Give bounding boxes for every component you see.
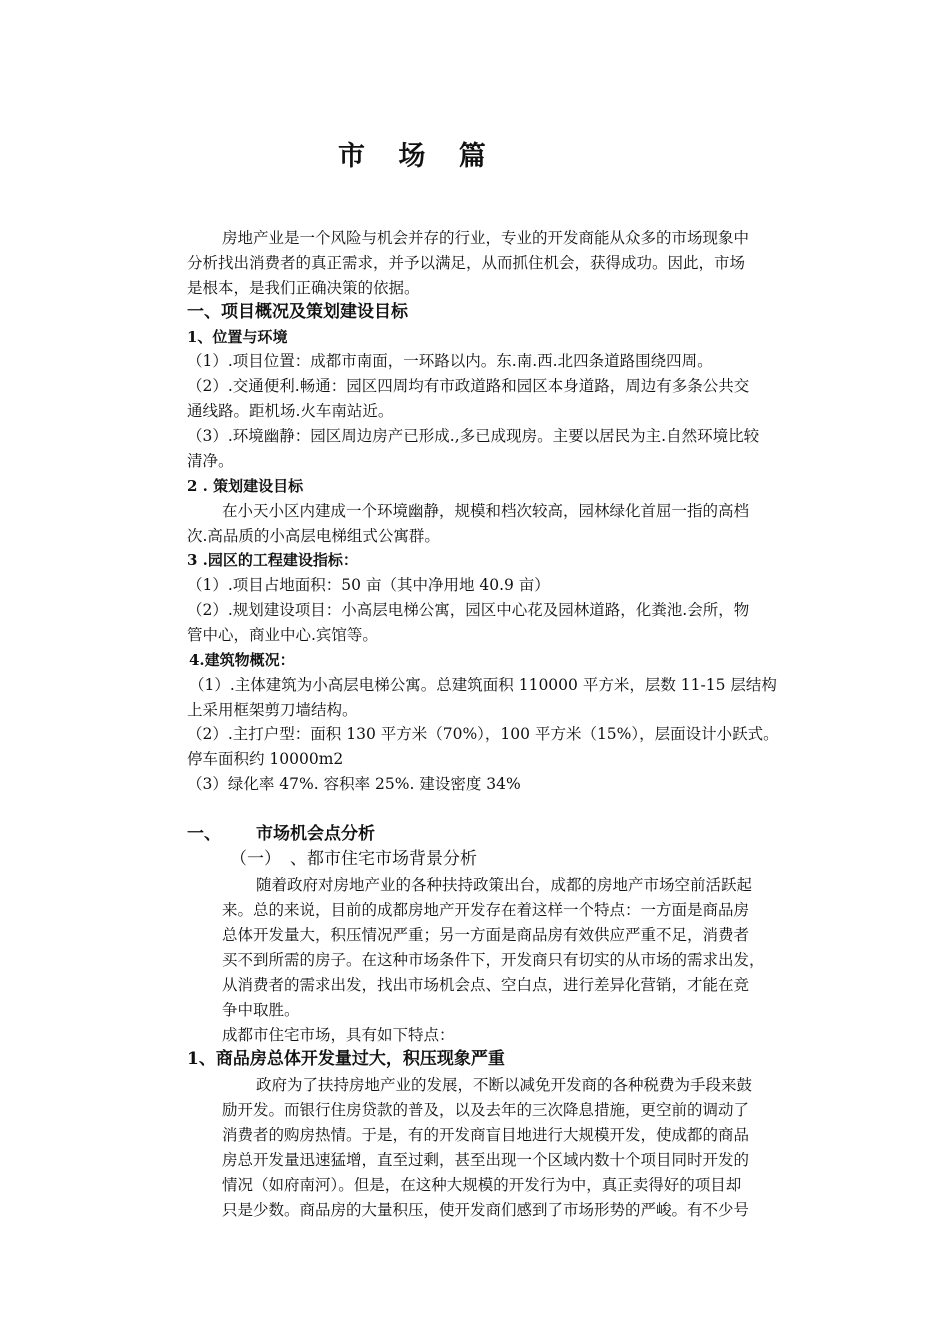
intro-line: 房地产业是一个风险与机会并存的行业，专业的开发商能从众多的市场现象中 <box>222 229 750 247</box>
subsection-heading: 1、位置与环境 <box>187 328 288 346</box>
text-line: 通线路。距机场.火车南站近。 <box>187 402 394 420</box>
text-line: 争中取胜。 <box>222 1001 300 1019</box>
text-line: 停车面积约 10000m2 <box>187 750 344 768</box>
text-line: 消费者的购房热情。于是，有的开发商盲目地进行大规模开发，使成都的商品 <box>222 1126 750 1144</box>
intro-line: 分析找出消费者的真正需求，并予以满足，从而抓住机会，获得成功。因此，市场 <box>187 254 746 272</box>
subsection-number: （一） <box>230 849 281 869</box>
text-line: 来。总的来说，目前的成都房地产开发存在着这样一个特点：一方面是商品房 <box>222 901 750 919</box>
subsection-heading: 2 . 策划建设目标 <box>187 477 304 495</box>
text-line: 管中心，商业中心.宾馆等。 <box>187 626 378 644</box>
text-line: （1）.项目占地面积：50 亩（其中净用地 40.9 亩） <box>187 576 550 594</box>
section-number: 一、 <box>187 824 221 844</box>
text-line: 励开发。而银行住房贷款的普及，以及去年的三次降息措施，更空前的调动了 <box>222 1101 750 1119</box>
intro-line: 是根本，是我们正确决策的依据。 <box>187 279 420 297</box>
text-line: 买不到所需的房子。在这种市场条件下，开发商只有切实的从市场的需求出发， <box>222 951 765 969</box>
text-line: 随着政府对房地产业的各种扶持政策出台，成都的房地产市场空前活跃起 <box>256 876 753 894</box>
point-heading: 1、商品房总体开发量过大，积压现象严重 <box>187 1049 505 1069</box>
text-line: 总体开发量大，积压情况严重；另一方面是商品房有效供应严重不足，消费者 <box>222 926 750 944</box>
text-line: 清净。 <box>187 452 234 470</box>
text-line: 从消费者的需求出发，找出市场机会点、空白点，进行差异化营销，才能在竞 <box>222 976 750 994</box>
subsection-heading: 3 .园区的工程建设指标： <box>187 551 358 569</box>
text-line: 次.高品质的小高层电梯组式公寓群。 <box>187 527 440 545</box>
text-line: 在小天小区内建成一个环境幽静，规模和档次较高，园林绿化首屈一指的高档 <box>222 502 750 520</box>
section-heading: 一、项目概况及策划建设目标 <box>187 302 408 322</box>
text-line: （2）.规划建设项目：小高层电梯公寓，园区中心花及园林道路，化粪池.会所，物 <box>187 601 750 619</box>
text-line: 情况（如府南河）。但是，在这种大规模的开发行为中，真正卖得好的项目却 <box>222 1176 742 1194</box>
text-line: 上采用框架剪刀墙结构。 <box>187 701 358 719</box>
text-line: （1）.项目位置：成都市南面，一环路以内。东.南.西.北四条道路围绕四周。 <box>187 352 713 370</box>
text-line: 成都市住宅市场，具有如下特点： <box>222 1026 455 1044</box>
text-line: （2）.交通便利.畅通：园区四周均有市政道路和园区本身道路，周边有多条公共交 <box>187 377 750 395</box>
text-line: （3）绿化率 47%. 容积率 25%. 建设密度 34% <box>187 775 521 793</box>
text-line: （1）.主体建筑为小高层电梯公寓。总建筑面积 110000 平方米，层数 11-15 层结构 <box>189 676 777 694</box>
text-line: 只是少数。商品房的大量积压，使开发商们感到了市场形势的严峻。有不少号 <box>222 1201 750 1219</box>
text-line: 政府为了扶持房地产业的发展，不断以减免开发商的各种税费为手段来鼓 <box>256 1076 753 1094</box>
section-heading: 市场机会点分析 <box>256 824 375 844</box>
subsection-heading: 、都市住宅市场背景分析 <box>290 849 477 869</box>
text-line: （2）.主打户型：面积 130 平方米（70%），100 平方米（15%），层面设计小跃式。 <box>187 725 779 743</box>
text-line: （3）.环境幽静：园区周边房产已形成.,多已成现房。主要以居民为主.自然环境比较 <box>187 427 760 445</box>
page-title: 市 场 篇 <box>338 141 498 172</box>
subsection-heading: 4.建筑物概况： <box>189 651 295 669</box>
text-line: 房总开发量迅速猛增，直至过剩，甚至出现一个区域内数十个项目同时开发的 <box>222 1151 750 1169</box>
